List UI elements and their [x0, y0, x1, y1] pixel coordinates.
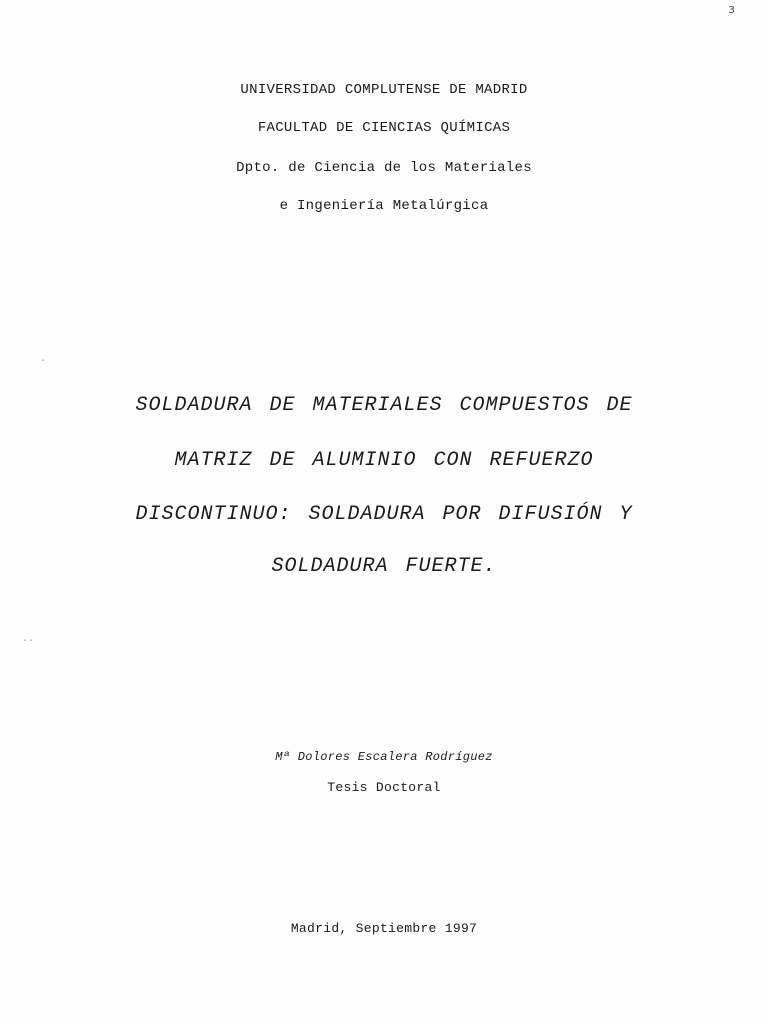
department-line-2: e Ingeniería Metalúrgica: [279, 198, 489, 214]
faculty-name: FACULTAD DE CIENCIAS QUÍMICAS: [257, 120, 511, 136]
title-line-4: SOLDADURA FUERTE.: [271, 555, 497, 578]
title-line-2: MATRIZ DE ALUMINIO CON REFUERZO: [174, 449, 594, 472]
degree-type: Tesis Doctoral: [327, 780, 441, 795]
author-name: Mª Dolores Escalera Rodríguez: [275, 750, 493, 764]
scan-speck: ·: [40, 356, 47, 367]
corner-handwritten-mark: ɜ: [728, 2, 736, 16]
scan-speck: ··: [22, 636, 35, 647]
department-line-1: Dpto. de Ciencia de los Materiales: [236, 160, 532, 176]
title-line-1: SOLDADURA DE MATERIALES COMPUESTOS DE: [135, 394, 633, 417]
university-name: UNIVERSIDAD COMPLUTENSE DE MADRID: [240, 82, 528, 98]
title-line-3: DISCONTINUO: SOLDADURA POR DIFUSIÓN Y: [135, 503, 633, 526]
place-and-date: Madrid, Septiembre 1997: [290, 921, 478, 936]
